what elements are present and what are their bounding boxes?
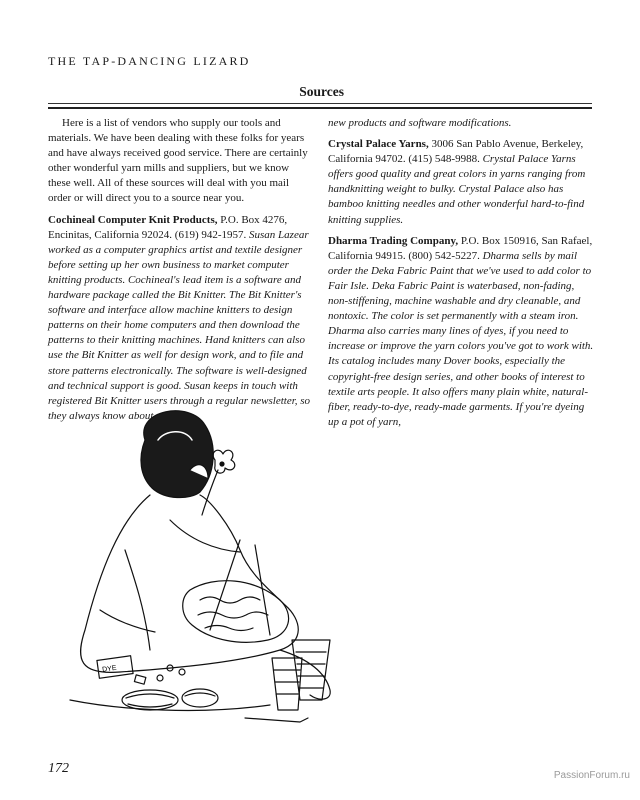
vendor-name: Crystal Palace Yarns, bbox=[328, 138, 429, 151]
watermark: PassionForum.ru bbox=[553, 770, 630, 781]
running-head: THE TAP-DANCING LIZARD bbox=[48, 54, 251, 68]
vendor-entry-dharma bbox=[328, 234, 594, 430]
left-column bbox=[48, 116, 312, 430]
vendor-entry-crystal-palace bbox=[328, 137, 594, 228]
page-number: 172 bbox=[48, 761, 69, 776]
vendor-name: Cochineal Computer Knit Products, bbox=[48, 213, 218, 226]
section-title: Sources bbox=[299, 84, 344, 99]
intro-paragraph: Here is a list of vendors who supply our tools and materials. We have been dealing with these folks for years and have always received good service. There are certainly other wonderful yarn mills and suppliers, but we know these well. All of these sources will deal with you mail order or will direct you to a source near you. bbox=[48, 117, 308, 205]
header-rule bbox=[48, 103, 592, 104]
continuation-text: new products and software modifications. bbox=[328, 117, 512, 129]
knitting-lizard-illustration bbox=[40, 400, 340, 750]
vendor-description: Crystal Palace Yarns offers good quality and great colors in yarns ranging from handknitting weight to bulky. Crystal Palace also has bamboo knitting needles and other wonderful hard-to-find knitting supplies. bbox=[328, 153, 586, 226]
header-rule-thick bbox=[48, 107, 592, 109]
right-column bbox=[328, 116, 594, 436]
vendor-address: 3006 San Pablo Avenue, Berkeley, California 94702. (415) 548-9988. bbox=[328, 138, 584, 166]
vendor-address: P.O. Box 4276, Encinitas, California 92024. (619) 942-1957. bbox=[48, 213, 288, 241]
vendor-name: Dharma Trading Company, bbox=[328, 234, 459, 247]
vendor-description: Susan Lazear worked as a computer graphics artist and textile designer before setting up her own business to market computer knitting products. Cochineal's lead item is a software and hardware package called the Bit Knitter. The Bit Knitter's software and interface allow machine knitters to design patterns on their home computers and then download the patterns to their knitting machines. Hand knitters can also use the Bit Knitter as well for design work, and to file and store patterns electronically. The software is well-designed and technical support is good. Susan keeps in touch with registered Bit Knitter users through a regular newsletter, so they always know about bbox=[48, 228, 311, 422]
vendor-description: Dharma sells by mail order the Deka Fabric Paint that we've used to add color to Fair Isle. Deka Fabric Paint is waterbased, non-fading, non-stiffening, machine washable and dry cleanable, and nontoxic. The color is set permanently with a steam iron. Dharma also carries many lines of dyes, if you need to increase or improve the yarn colors you've got to work with. Its catalog includes many Dover books, especially the copyright-free design series, and other books of interest to textile arts people. It also offers many plain white, natural-fiber, ready-to-dye, ready-made garments. If you're dyeing up a pot of yarn, bbox=[328, 249, 594, 428]
vendor-entry-cochineal bbox=[48, 213, 312, 424]
dye-box-label: DYE bbox=[101, 664, 118, 674]
vendor-address: P.O. Box 150916, San Rafael, California 94915. (800) 542-5227. bbox=[328, 234, 593, 262]
